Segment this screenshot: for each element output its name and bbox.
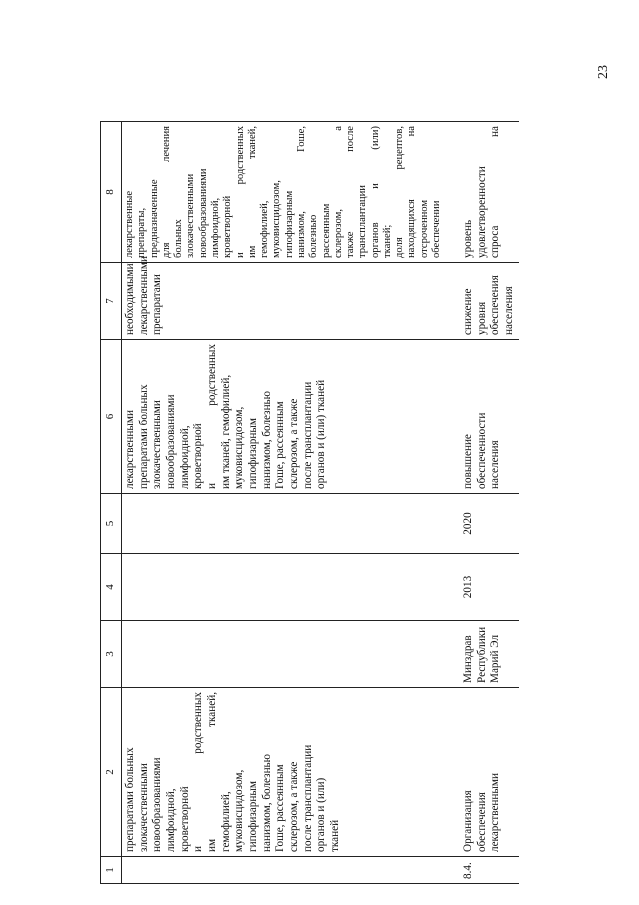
text-line: муковисцидозом, xyxy=(233,406,246,489)
text-line: Организация xyxy=(462,790,474,852)
text-line: склерозом, а также xyxy=(287,761,300,852)
text-line: препаратами xyxy=(151,274,164,335)
text-line: находящихся на xyxy=(406,126,418,258)
cell-consequences xyxy=(122,256,453,340)
text-line: Республики xyxy=(475,626,488,683)
text-line: им тканей, xyxy=(205,692,218,852)
text-line: им тканей, xyxy=(246,126,258,258)
cell-executor xyxy=(452,621,519,688)
text-line: обеспечения xyxy=(489,275,502,335)
text-line: гемофилией, xyxy=(259,200,271,258)
text-line: лимфоидной, xyxy=(178,425,191,489)
cell-indicators xyxy=(452,122,519,263)
text-line: и родственных xyxy=(234,126,246,258)
text-line: удовлетворенности xyxy=(475,166,488,258)
text-line: снижение уровня xyxy=(462,288,488,335)
text-line: уровень xyxy=(462,219,474,258)
cell-consequences xyxy=(452,263,519,340)
text-line: и родственных xyxy=(205,344,218,489)
text-line: гипофизарным xyxy=(283,190,295,258)
text-line: гемофилией, xyxy=(219,791,232,852)
text-line: населения xyxy=(489,440,502,489)
cell-num: 8.4. xyxy=(452,857,519,884)
text-line: новообразованиями xyxy=(197,168,209,258)
text-line: Гоше, рассеянным xyxy=(274,764,287,852)
text-line: нанизмом, болезнью xyxy=(260,390,273,489)
text-line: обеспечения xyxy=(475,792,488,852)
text-line: лекарственными xyxy=(489,773,502,852)
text-line: после трансплантации xyxy=(301,744,314,852)
cell-executor xyxy=(122,621,453,688)
text-line: лекарственными xyxy=(137,256,150,335)
text-line: нанизмом, болезнью xyxy=(260,753,273,852)
cell-expected-result xyxy=(452,340,519,494)
text-line: обеспечении xyxy=(431,200,443,258)
text-line: предназначенные xyxy=(148,179,160,258)
text-line: кроветворной xyxy=(178,786,191,852)
text-line: склерозом, а также xyxy=(287,398,300,489)
text-line: препаратами больных xyxy=(137,384,150,489)
cell-num xyxy=(122,857,453,884)
text-line: злокачественными xyxy=(137,763,150,852)
text-line: лекарственными xyxy=(124,410,136,489)
text-line: доля рецептов, xyxy=(394,126,406,258)
column-header: 6 xyxy=(101,340,122,494)
column-header: 5 xyxy=(101,494,122,554)
cell-start-year: 2013 xyxy=(452,554,519,621)
text-line: новообразованиями xyxy=(151,757,164,852)
text-line: спроса на xyxy=(489,126,502,258)
column-header: 1 xyxy=(101,857,122,884)
page-number: 23 xyxy=(596,65,611,79)
cell-indicators xyxy=(122,122,453,263)
cell-end-year xyxy=(122,494,453,554)
column-header: 3 xyxy=(101,621,122,688)
cell-measure-text xyxy=(122,688,453,857)
text-line: лимфоидной, xyxy=(209,197,221,258)
text-line: склерозом, а xyxy=(332,126,344,258)
cell-measure-text xyxy=(452,688,519,857)
text-line: злокачественными xyxy=(151,400,164,489)
program-table xyxy=(100,121,519,884)
text-line: препаратами больных xyxy=(124,747,136,852)
text-line: органов и (или) xyxy=(315,777,328,852)
text-line: лекарственные xyxy=(124,190,135,258)
cell-expected-result xyxy=(122,340,453,494)
text-line: населения xyxy=(502,286,515,335)
text-line: после трансплантации xyxy=(301,381,314,489)
text-line: тканей; xyxy=(381,224,393,258)
text-line: муковисцидозом, xyxy=(271,180,283,258)
text-line: злокачественными xyxy=(185,173,197,258)
text-line: гипофизарным xyxy=(246,781,259,852)
text-line: болезнью xyxy=(308,214,320,258)
text-line: Марий Эл xyxy=(489,634,502,683)
text-line: препараты, xyxy=(136,207,148,258)
text-line: нанизмом, Гоше, xyxy=(295,126,307,258)
text-line: также после xyxy=(345,126,357,258)
text-line: трансплантации xyxy=(357,185,369,258)
column-header: 4 xyxy=(101,554,122,621)
text-line: муковисцидозом, xyxy=(233,769,246,852)
text-line: органов и (или) тканей xyxy=(315,379,328,489)
text-line: гипофизарным xyxy=(246,418,259,489)
table-row-8-4 xyxy=(452,122,519,884)
column-header: 2 xyxy=(101,688,122,857)
text-line: отсроченном xyxy=(418,199,430,258)
text-line: повышение xyxy=(462,434,474,489)
text-line: Гоше, рассеянным xyxy=(274,401,287,489)
text-line: для лечения xyxy=(160,126,172,258)
text-line: больных xyxy=(173,219,185,258)
column-header: 8 xyxy=(101,122,122,263)
text-line: и родственных xyxy=(192,692,205,852)
header-row xyxy=(101,122,122,884)
rotated-table-sheet xyxy=(100,122,590,884)
text-line: органов и (или) xyxy=(369,126,381,258)
column-header: 7 xyxy=(101,263,122,340)
text-line: Минздрав xyxy=(462,635,474,683)
text-line: им тканей, гемофилией, xyxy=(219,374,232,489)
cell-end-year: 2020 xyxy=(452,494,519,554)
text-line: кроветворной xyxy=(192,423,205,489)
text-line: обеспеченности xyxy=(475,412,488,489)
text-line: новообразованиями xyxy=(164,394,177,489)
table-row-continuation xyxy=(122,122,453,884)
cell-start-year xyxy=(122,554,453,621)
text-line: кроветворной xyxy=(222,195,234,258)
text-line: необходимыми xyxy=(124,263,136,335)
text-line: рассеянным xyxy=(320,203,332,258)
text-line: лимфоидной, xyxy=(164,788,177,852)
text-line: тканей xyxy=(328,819,341,852)
